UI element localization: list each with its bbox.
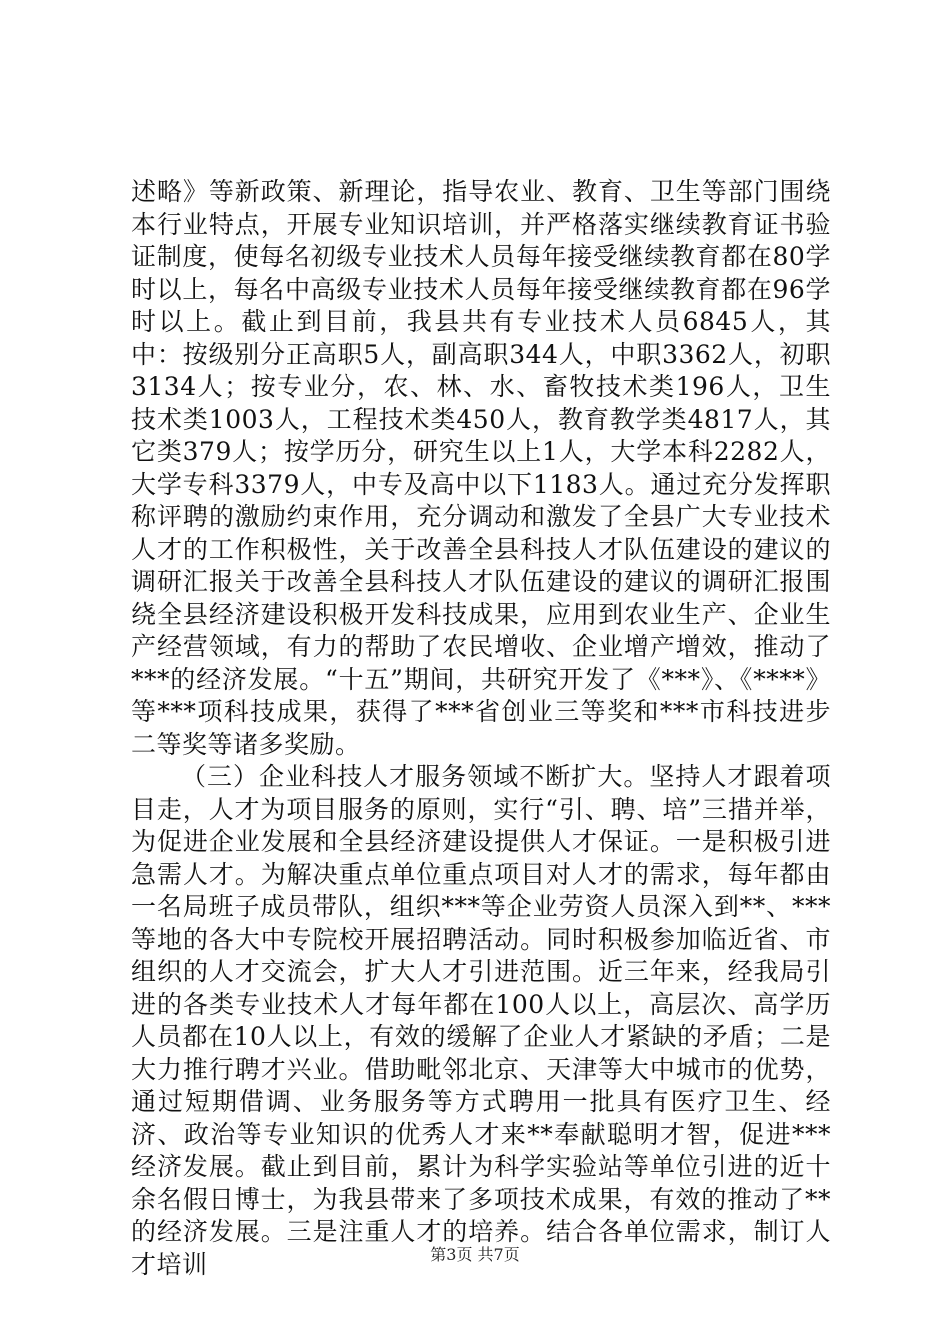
document-body <box>131 176 831 1281</box>
paragraph-1: 述略》等新政策、新理论，指导农业、教育、卫生等部门围绕本行业特点，开展专业知识培训，并严格落实继续教育证书验证制度，使每名初级专业技术人员每年接受继续教育都在80学时以上，每名中高级专业技术人员每年接受继续教育都在96学时以上。截止到目前，我县共有专业技术人员6845人，其中：按级别分正高职5人，副高职344人，中职3362人，初职3134人；按专业分，农、林、水、畜牧技术类196人，卫生技术类1003人，工程技术类450人，教育教学类4817人，其它类379人；按学历分，研究生以上1人，大学本科2282人，大学专科3379人，中专及高中以下1183人。通过充分发挥职称评聘的激励约束作用，充分调动和激发了全县广大专业技术人才的工作积极性，关于改善全县科技人才队伍建设的建议的调研汇报关于改善全县科技人才队伍建设的建议的调研汇报围绕全县经济建设积极开发科技成果，应用到农业生产、企业生产经营领域，有力的帮助了农民增收、企业增产增效，推动了***的经济发展。“十五”期间，共研究开发了《***》、《****》等***项科技成果，获得了***省创业三等奖和***市科技进步二等奖等诸多奖励。 <box>131 177 831 759</box>
page-number-footer: 第3页 共7页 <box>430 1245 520 1264</box>
paragraph-2: （三）企业科技人才服务领域不断扩大。坚持人才跟着项目走，人才为项目服务的原则，实行“引、聘、培”三措并举，为促进企业发展和全县经济建设提供人才保证。一是积极引进急需人才。为解决重点单位重点项目对人才的需求，每年都由一名局班子成员带队，组织***等企业劳资人员深入到**、***等地的各大中专院校开展招聘活动。同时积极参加临近省、市组织的人才交流会，扩大人才引进范围。近三年来，经我局引进的各类专业技术人才每年都在100人以上，高层次、高学历人员都在10人以上，有效的缓解了企业人才紧缺的矛盾；二是大力推行聘才兴业。借助毗邻北京、天津等大中城市的优势，通过短期借调、业务服务等方式聘用一批具有医疗卫生、经济、政治等专业知识的优秀人才来**奉献聪明才智，促进***经济发展。截止到目前，累计为科学实验站等单位引进的近十余名假日博士，为我县带来了多项技术成果，有效的推动了**的经济发展。三是注重人才的培养。结合各单位需求，制订人才培训 <box>131 762 831 1279</box>
